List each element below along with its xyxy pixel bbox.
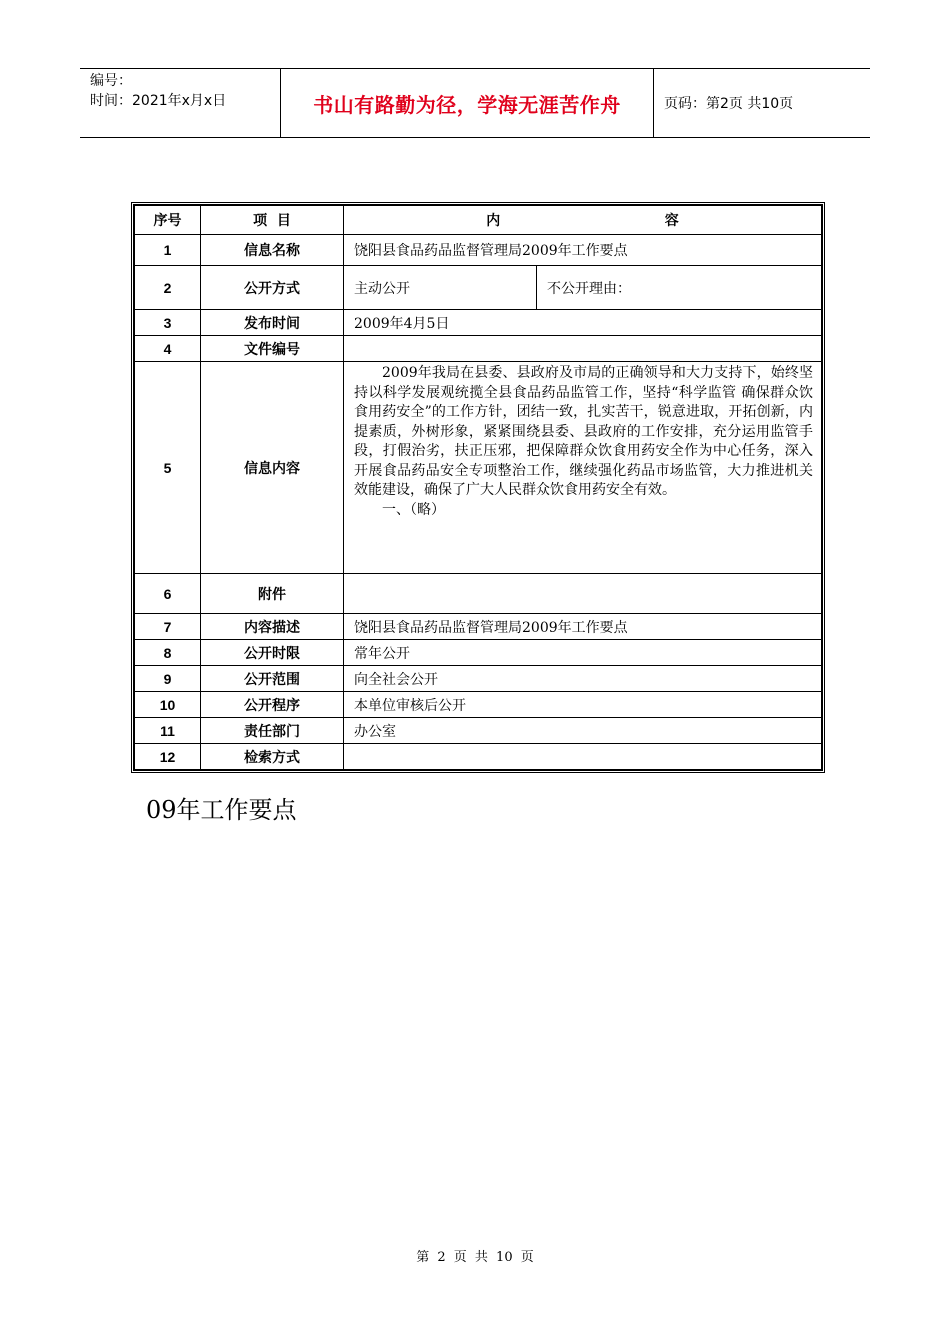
page-footer: 第 2 页 共 10 页: [416, 1250, 534, 1265]
row-seq: 10: [135, 692, 201, 718]
row-seq: 11: [135, 718, 201, 744]
row-item: 公开程序: [201, 692, 344, 718]
header-meta: [80, 69, 281, 137]
table-row: [135, 640, 822, 666]
row-item: 发布时间: [201, 310, 344, 336]
row-item: 检索方式: [201, 744, 344, 770]
row-content-cell: [344, 362, 822, 574]
row-value: [344, 336, 822, 362]
row-value: 本单位审核后公开: [344, 692, 822, 718]
row-item: 责任部门: [201, 718, 344, 744]
table-row: [135, 614, 822, 640]
row-seq: 1: [135, 235, 201, 266]
col-header-content: [344, 206, 822, 235]
table-row: [135, 336, 822, 362]
row-value-secondary: 不公开理由：: [537, 266, 822, 310]
row-item: 文件编号: [201, 336, 344, 362]
row-item: 公开范围: [201, 666, 344, 692]
content-paragraph: 2009年我局在县委、县政府及市局的正确领导和大力支持下，始终坚持以科学发展观统揽全县食品药品监管工作，坚持“科学监管 确保群众饮食用药安全”的工作方针，团结一致，扎实苦干，锐意进取，开拓创新，内提素质，外树形象，紧紧围绕县委、县政府的工作安排，充分运用监管手段，打假治劣，扶正压邪，把保障群众饮食用药安全作为中心任务，深入开展食品药品安全专项整治工作，继续强化药品市场监管，大力推进机关效能建设，确保了广大人民群众饮食用药安全有效。: [354, 365, 813, 498]
row-value: 2009年4月5日: [344, 310, 822, 336]
col-header-content-b: 容: [664, 213, 679, 229]
table-row: [135, 744, 822, 770]
row-item: 公开方式: [201, 266, 344, 310]
row-value: [344, 744, 822, 770]
row-seq: 4: [135, 336, 201, 362]
row-seq: 12: [135, 744, 201, 770]
header-motto: 书山有路勤为径，学海无涯苦作舟: [281, 69, 654, 137]
row-value: 饶阳县食品药品监督管理局2009年工作要点: [344, 614, 822, 640]
row-item: 信息名称: [201, 235, 344, 266]
table-row: [135, 235, 822, 266]
row-value: 办公室: [344, 718, 822, 744]
row-item: 内容描述: [201, 614, 344, 640]
info-table: [131, 202, 825, 773]
table-row: [135, 310, 822, 336]
row-seq: 7: [135, 614, 201, 640]
row-item: 信息内容: [201, 362, 344, 574]
col-header-content-a: 内: [486, 213, 501, 229]
col-header-seq: 序号: [135, 206, 201, 235]
time-label: 时间：2021年x月x日: [90, 93, 227, 109]
table-row: [135, 692, 822, 718]
table-row: [135, 266, 822, 310]
row-value: [344, 574, 822, 614]
row-seq: 9: [135, 666, 201, 692]
number-label: 编号：: [90, 73, 132, 89]
row-value: 主动公开: [344, 266, 537, 310]
content-paragraph-2: 一、（略）: [382, 501, 445, 518]
row-item: 附件: [201, 574, 344, 614]
row-value: 向全社会公开: [344, 666, 822, 692]
page-header: [80, 68, 870, 138]
row-seq: 5: [135, 362, 201, 574]
row-item: 公开时限: [201, 640, 344, 666]
table-header-row: [135, 206, 822, 235]
row-value: 饶阳县食品药品监督管理局2009年工作要点: [344, 235, 822, 266]
table-row: [135, 718, 822, 744]
col-header-item: 项 目: [201, 206, 344, 235]
row-seq: 2: [135, 266, 201, 310]
row-seq: 3: [135, 310, 201, 336]
table-row: [135, 362, 822, 574]
table-row: [135, 666, 822, 692]
header-page-info: 页码：第2页 共10页: [664, 96, 794, 112]
row-seq: 6: [135, 574, 201, 614]
table-row: [135, 574, 822, 614]
section-heading: 09年工作要点: [146, 796, 297, 824]
row-value: 常年公开: [344, 640, 822, 666]
row-seq: 8: [135, 640, 201, 666]
